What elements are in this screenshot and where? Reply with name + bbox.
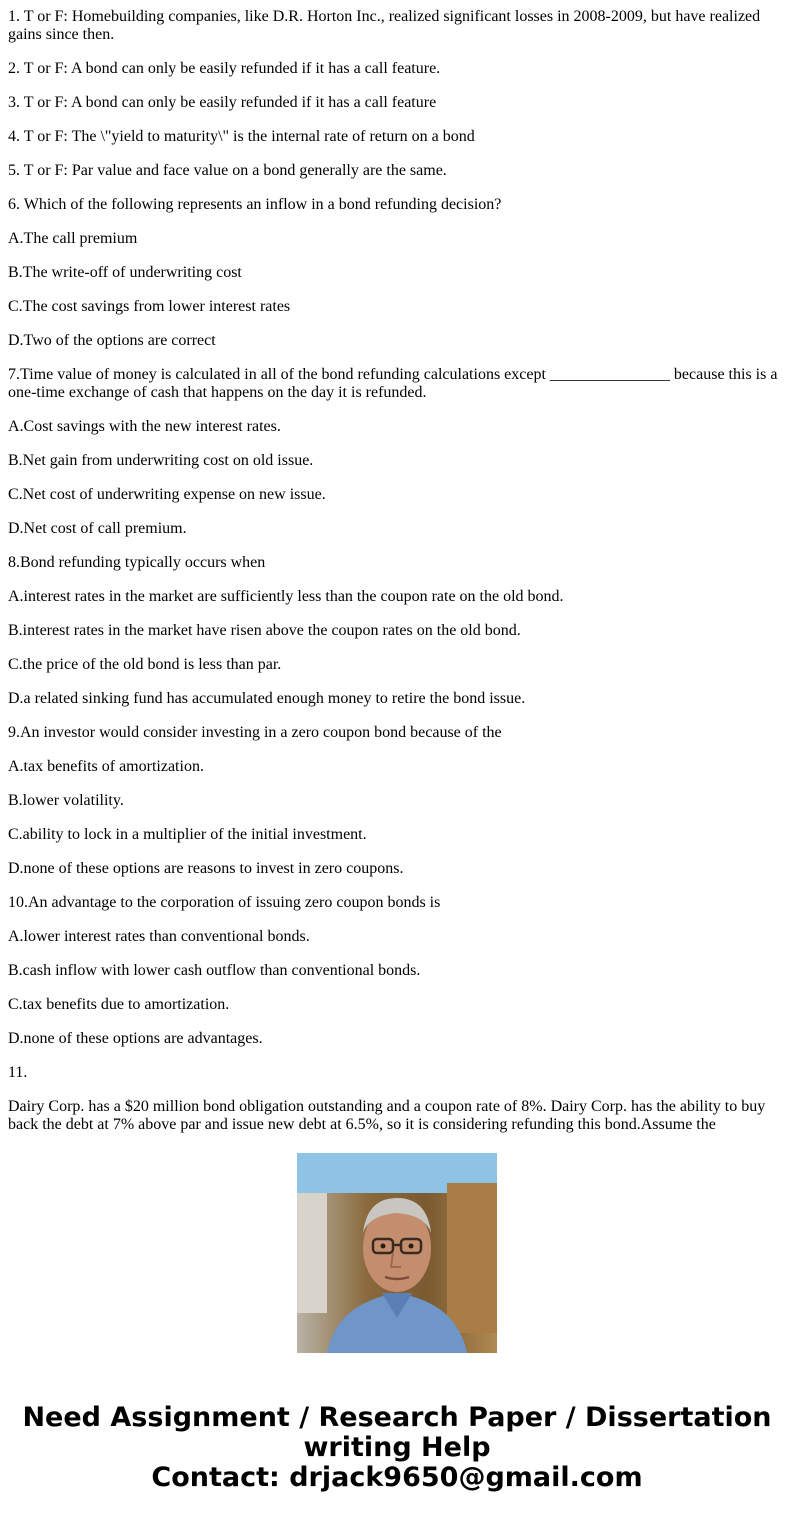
q8-option-a: A.interest rates in the market are sufficiently less than the coupon rate on the old bond. [8,588,564,605]
q6-option-a: A.The call premium [8,230,138,247]
q9-option-c: C.ability to lock in a multiplier of the initial investment. [8,826,367,843]
question-11: 11. [8,1064,28,1081]
q9-option-a: A.tax benefits of amortization. [8,758,204,775]
q7-option-c: C.Net cost of underwriting expense on new issue. [8,486,326,503]
q10-option-a: A.lower interest rates than conventional bonds. [8,928,310,945]
q8-option-d: D.a related sinking fund has accumulated enough money to retire the bond issue. [8,690,526,707]
question-7: 7.Time value of money is calculated in all of the bond refunding calculations except _______________ because this is a one-time exchange of cash that happens on the day it is refunded. [8,366,778,401]
question-3: 3. T or F: A bond can only be easily refunded if it has a call feature [8,94,437,111]
q7-option-b: B.Net gain from underwriting cost on old issue. [8,452,314,469]
question-11-text: Dairy Corp. has a $20 million bond obligation outstanding and a coupon rate of 8%. Dairy Corp. has the ability to buy back the debt at 7% above par and issue new debt at 6.5%, so it is considering refunding this bond.Assume the [8,1098,766,1133]
promo-contact: Contact: drjack9650@gmail.com [151,1462,643,1493]
q7-option-a: A.Cost savings with the new interest rates. [8,418,281,435]
q8-option-c: C.the price of the old bond is less than par. [8,656,282,673]
q9-option-b: B.lower volatility. [8,792,124,809]
question-6: 6. Which of the following represents an inflow in a bond refunding decision? [8,196,502,213]
question-10: 10.An advantage to the corporation of issuing zero coupon bonds is [8,894,441,911]
question-2: 2. T or F: A bond can only be easily refunded if it has a call feature. [8,60,441,77]
q9-option-d: D.none of these options are reasons to invest in zero coupons. [8,860,404,877]
q7-option-d: D.Net cost of call premium. [8,520,187,537]
q6-option-b: B.The write-off of underwriting cost [8,264,242,281]
q8-option-b: B.interest rates in the market have risen above the coupon rates on the old bond. [8,622,521,639]
q10-option-c: C.tax benefits due to amortization. [8,996,230,1013]
question-9: 9.An investor would consider investing in a zero coupon bond because of the [8,724,502,741]
document-body [8,0,786,1133]
question-8: 8.Bond refunding typically occurs when [8,554,266,571]
promo-line-1: Need Assignment / Research Paper / Dissertation [22,1402,772,1433]
q6-option-d: D.Two of the options are correct [8,332,216,349]
promo-line-2: writing Help [303,1432,491,1463]
question-4: 4. T or F: The \"yield to maturity\" is the internal rate of return on a bond [8,128,475,145]
q6-option-c: C.The cost savings from lower interest rates [8,298,291,315]
question-5: 5. T or F: Par value and face value on a bond generally are the same. [8,162,447,179]
q10-option-d: D.none of these options are advantages. [8,1030,263,1047]
tutor-avatar [297,1153,497,1353]
question-1: 1. T or F: Homebuilding companies, like D.R. Horton Inc., realized significant losses in 2008-2009, but have realized gains since then. [8,8,761,43]
promo-banner [0,1403,794,1493]
q10-option-b: B.cash inflow with lower cash outflow than conventional bonds. [8,962,421,979]
